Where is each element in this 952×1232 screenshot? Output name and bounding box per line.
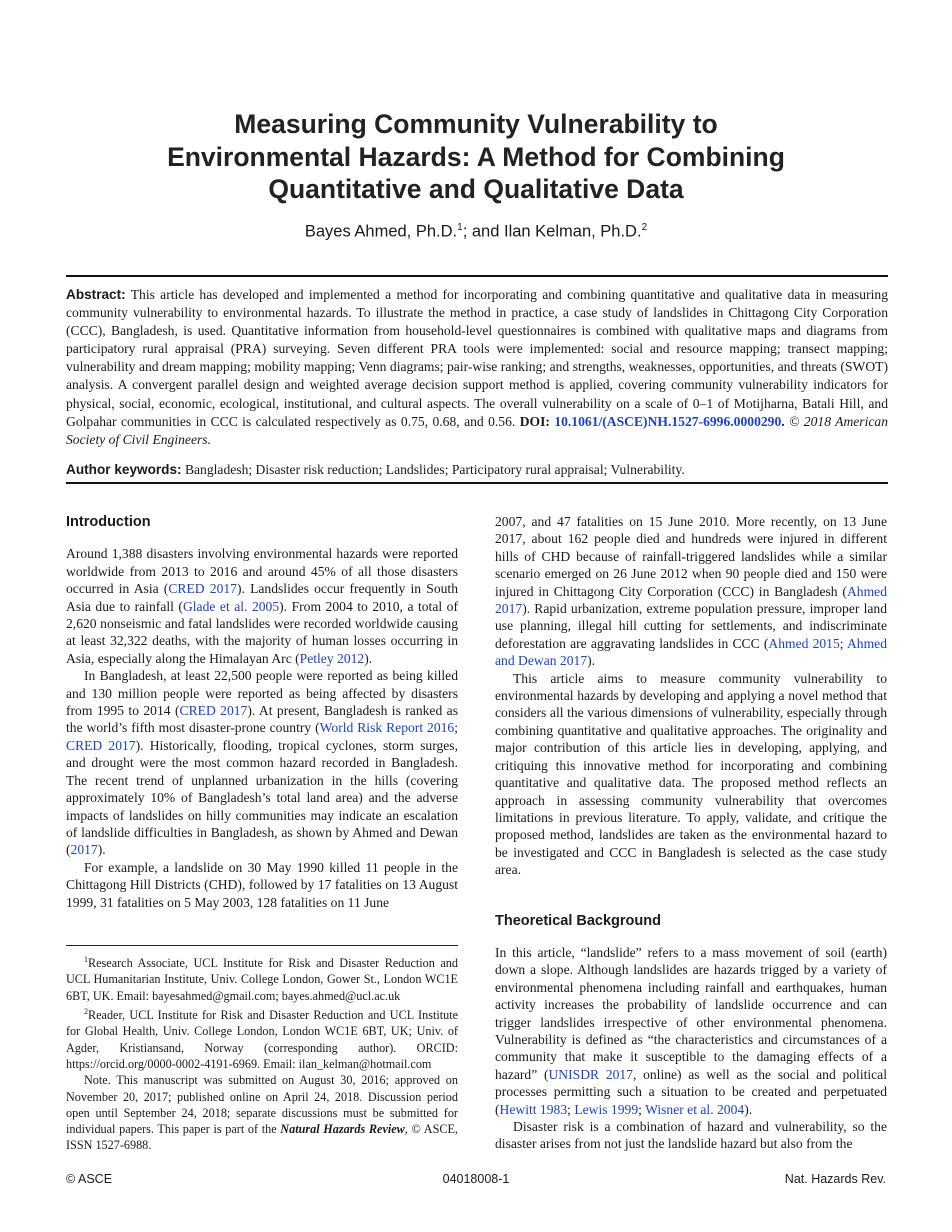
citation-link[interactable]: CRED 2017 [66, 737, 136, 753]
title-line: Environmental Hazards: A Method for Combining [167, 141, 785, 172]
doi-link[interactable]: 10.1061/(ASCE)NH.1527-6996.0000290 [554, 413, 782, 429]
author-separator: ; and [462, 222, 504, 241]
right-body-1 [495, 513, 887, 879]
paragraph [495, 944, 887, 1118]
paragraph-text: ). At present, Bangladesh is ranked as the world’s fifth most disaster-prone country ( [66, 703, 458, 736]
citation-link[interactable]: 2017 [70, 842, 98, 858]
paragraph-text: ; [839, 635, 847, 651]
citation-link[interactable]: CRED 2017 [179, 703, 248, 719]
paragraph-text: , online) as well as the social and political processes permitting such a situation to be created and perpetuated ( [495, 1066, 887, 1117]
citation-link[interactable]: CRED 2017 [168, 581, 237, 597]
paragraph [495, 513, 887, 670]
author-1: Bayes Ahmed, Ph.D. [304, 222, 458, 241]
citation-link[interactable]: Petley 2012 [299, 650, 365, 666]
left-column [66, 514, 458, 911]
paragraph-text: ). Rapid urbanization, extreme population pressure, improper land use planning, illegal hill cutting for settlements, and indiscriminate deforestation are aggravating landslides in CCC ( [495, 601, 887, 651]
keywords-label: Author keywords: [66, 462, 182, 477]
paragraph-text: ). Historically, flooding, tropical cyclones, storm surges, and drought were the most common hazard recorded in Bangladesh. The recent trend of unplanned urbanization in the hills (covering approximately 10% of Bangladesh’s total land area) and the adverse impacts of landslides on hilly communities may indicate an escalation of landslide difficulties in Bangladesh, as shown by Ahmed and Dewan ( [66, 737, 458, 858]
citation-link[interactable]: UNISDR 2017 [548, 1066, 633, 1082]
paragraph-text: For example, a landslide on 30 May 1990 killed 11 people in the Chittagong Hill Districts (CHD), followed by 17 fatalities on 13 August 1999, 31 fatalities on 5 May 2003, 128 fatalities on 11 June [66, 859, 458, 910]
footnotes [66, 952, 458, 1154]
paragraph-text: ). From 2004 to 2010, a total of 2,620 nonseismic and fatal landslides were recorded worldwide causing at least 32,322 deaths, with the majority of human losses occurring in Asia, especially along the Himalayan Arc ( [66, 598, 458, 666]
left-body [66, 545, 458, 911]
keywords-text: Bangladesh; Disaster risk reduction; Landslides; Participatory rural appraisal; Vulnerability. [181, 462, 685, 477]
citation-link[interactable]: Glade et al. 2005 [182, 598, 280, 614]
abstract-text: This article has developed and implemented a method for incorporating and combining quantitative and qualitative data in measuring community vulnerability to environmental hazards. To illustrate the method in practice, a case study of landslides in Chittagong City Corporation (CCC), Bangladesh, is used. Quantitative information from household-level questionnaires is combined with qualitative maps and diagrams from participatory rural appraisal (PRA) surveying. Seven different PRA tools were implemented: social and resource mapping; transect mapping; vulnerability and dream mapping; mobility mapping; Venn diagrams; pair-wise ranking; and strengths, weaknesses, opportunities, and threats (SWOT) analysis. A convergent parallel design and weighted average decision support method is applied, covering community vulnerability indicators for physical, social, economic, ecological, institutional, and cultural aspects. The overall vulnerability on a scale of 0–1 of Motijharna, Batali Hill, and Golpahar communities in CCC is calculated respectively as 0.75, 0.68, and 0.56. [66, 287, 888, 429]
keywords [66, 462, 888, 478]
abstract-label: Abstract: [66, 287, 126, 302]
top-rule [66, 275, 888, 277]
citation-link[interactable]: Hewitt 1983 [499, 1101, 568, 1117]
right-column [495, 513, 887, 1153]
paper-title [60, 108, 892, 206]
author-2-affil: 2 [641, 222, 648, 233]
right-body-2 [495, 944, 887, 1153]
paragraph [66, 545, 458, 667]
author-2: Ilan Kelman, Ph.D. [503, 222, 642, 241]
abstract-rule [66, 482, 888, 484]
footnote-rule [66, 945, 458, 946]
paragraph [495, 670, 887, 879]
footer-left: © ASCE [66, 1172, 113, 1186]
paragraph [66, 667, 458, 858]
citation-link[interactable]: Lewis 1999 [574, 1101, 639, 1117]
paragraph-text: Disaster risk is a combination of hazard and vulnerability, so the disaster arises from not just the landslide hazard but also from the [495, 1119, 887, 1152]
footnote-text: Research Associate, UCL Institute for Risk and Disaster Reduction and UCL Humanitarian Institute, Univ. College London, Gower St., London WC1E 6BT, UK. Email: bayesahmed@gmail.com; bayes.ahmed@ucl.ac.uk [66, 956, 458, 1003]
journal-name: Natural Hazards Review [280, 1122, 405, 1137]
citation-link[interactable]: Ahmed 2015 [768, 635, 840, 651]
authors [60, 222, 892, 242]
paragraph-text: ). [587, 653, 596, 669]
doi-label: DOI: [519, 413, 550, 429]
paragraph-text: In Bangladesh, at least 22,500 people were reported as being killed and 130 million people were reported as being affected by disasters from 1995 to 2014 ( [66, 668, 458, 719]
citation-link[interactable]: Ahmed and Dewan 2017 [495, 635, 887, 669]
paragraph-text: This article aims to measure community vulnerability to environmental hazards by developing and applying a novel method that considers all the various dimensions of vulnerability, especially through combining quantitative and qualitative approaches. The originality and major contribution of this article lies in developing, applying, and critiquing this innovative method for incorporating and combining quantitative and qualitative data. The proposed method reflects an approach in assessing community vulnerability that overcomes limitations in previous literature. To apply, validate, and critique the proposed method, landslides are taken as the environmental hazard to be investigated and CCC in Bangladesh is selected as the case study area. [495, 670, 887, 878]
footnote-marker: 2 [84, 1006, 88, 1016]
note-end: , © ASCE, ISSN 1527-6988. [66, 1122, 458, 1153]
paragraph [66, 859, 458, 911]
submission-note [66, 1072, 458, 1153]
citation-link[interactable]: World Risk Report 2016 [319, 720, 455, 736]
paragraph-text: ). Landslides occur frequently in South Asia due to rainfall ( [66, 581, 459, 614]
paragraph-text: ; [638, 1101, 646, 1117]
paragraph-text: Around 1,388 disasters involving environmental hazards were reported worldwide from 2013 to 2016 and around 45% of all those disasters occurred in Asia ( [66, 546, 458, 597]
footnote-marker: 1 [84, 955, 88, 964]
paragraph-text: In this article, “landslide” refers to a mass movement of soil (earth) down a slope. Although landslides are hazards trigged by a variety of environmental phenomena including rainfall and earthquakes, human activity increases the probability of landslide occurrence and can trigger landslides irrespective of other environmental phenomena. Vulnerability is defined as “the characteristics and circumstances of a community that make it susceptible to the damaging effects of a hazard” ( [495, 944, 887, 1082]
title-line: Measuring Community Vulnerability to [234, 109, 718, 139]
author-1-affil: 1 [457, 222, 463, 233]
paragraph [495, 1118, 887, 1153]
citation-link[interactable]: Wisner et al. 2004 [645, 1101, 745, 1117]
abstract: Abstract: This article has developed and implemented a method for incorporating and combining quantitative and qualitative data in measuring community vulnerability to environmental hazards. To illustrate the method in practice, a case study of landslides in Chittagong City Corporation (CCC), Bangladesh, is used. Quantitative information from household-level questionnaires is combined with qualitative maps and diagrams from participatory rural appraisal (PRA) surveying. Seven different PRA tools were implemented: social and resource mapping; transect mapping; vulnerability and dream mapping; mobility mapping; Venn diagrams; pair-wise ranking; and strengths, weaknesses, opportunities, and threats (SWOT) analysis. A convergent parallel design and weighted average decision support method is applied, covering community vulnerability indicators for physical, social, economic, ecological, institutional, and cultural aspects. The overall vulnerability on a scale of 0–1 of Motijharna, Batali Hill, and Golpahar communities in CCC is calculated respectively as 0.75, 0.68, and 0.56. DOI: 10.1061/(ASCE)NH.1527-6996.0000290. © 2018 American Society of Civil Engineers. [66, 287, 888, 447]
paragraph-text: ). [97, 842, 106, 858]
section-heading-theoretical-background: Theoretical Background [495, 912, 661, 929]
footnote-text: Reader, UCL Institute for Risk and Disaster Reduction and UCL Institute for Global Health, Univ. College London, London WC1E 6BT, UK; Univ. of Agder, Kristiansand, Norway (corresponding author). ORCID: https://orcid.org/0000-0002-4191-6969. Email: ilan_kelman@hotmail.com [66, 1008, 458, 1071]
copyright: © 2018 American Society of Civil Engineers. [66, 413, 888, 447]
paragraph-text: ). [364, 650, 373, 666]
footer-page-id: 04018008-1 [442, 1172, 510, 1186]
paragraph-text: 2007, and 47 fatalities on 15 June 2010. More recently, on 13 June 2017, about 162 people died and hundreds were injured in different hills of CHD because of rainfall-triggered landslides while a similar scenario emerged on 26 June 2012 when 90 people died and 150 were injured in Chittagong City Corporation (CCC) in Bangladesh ( [495, 514, 887, 599]
citation-link[interactable]: Ahmed 2017 [495, 583, 887, 617]
paragraph-text: ; [454, 720, 459, 736]
note-text: Note. This manuscript was submitted on August 30, 2016; approved on November 20, 2017; published online on April 24, 2018. Discussion period open until September 24, 2018; separate discussions must be submitted for individual papers. This paper is part of the [66, 1073, 458, 1137]
section-heading-introduction: Introduction [66, 514, 151, 530]
footer-journal: Nat. Hazards Rev. [784, 1172, 886, 1186]
paragraph-text: ). [744, 1101, 753, 1117]
paragraph-text: ; [567, 1101, 575, 1117]
footnote-1 [66, 952, 458, 1004]
footnote-2 [66, 1004, 458, 1072]
title-line: Quantitative and Qualitative Data [268, 174, 684, 204]
